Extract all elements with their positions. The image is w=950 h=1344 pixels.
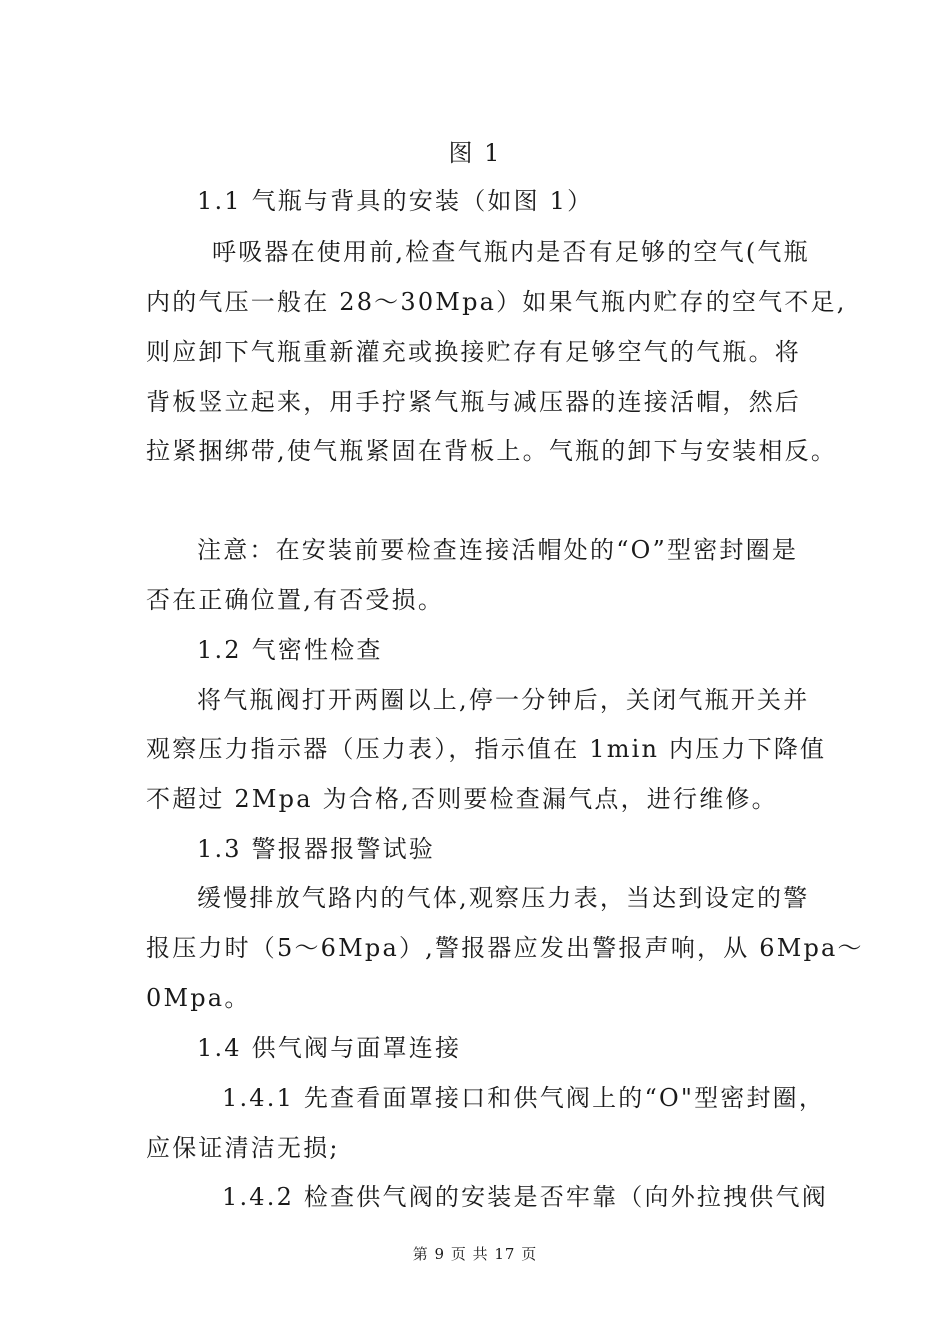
paragraph-line: 不超过 2Mpa 为合格,否则要检查漏气点，进行维修。	[146, 785, 778, 813]
section-1-3-heading: 1.3 警报器报警试验	[197, 835, 435, 863]
section-1-4-heading: 1.4 供气阀与面罩连接	[197, 1034, 462, 1062]
paragraph-line: 背板竖立起来，用手拧紧气瓶与减压器的连接活帽，然后	[146, 388, 801, 416]
paragraph-line: 观察压力指示器（压力表），指示值在 1min 内压力下降值	[146, 735, 827, 763]
page-footer: 第 9 页 共 17 页	[412, 1245, 538, 1263]
item-1-4-2-line: 1.4.2 检查供气阀的安装是否牢靠（向外拉拽供气阀	[222, 1183, 828, 1211]
section-1-1-heading: 1.1 气瓶与背具的安装（如图 1）	[197, 187, 594, 215]
note-line: 注意：在安装前要检查连接活帽处的“O”型密封圈是	[197, 536, 799, 564]
paragraph-line: 将气瓶阀打开两圈以上,停一分钟后，关闭气瓶开关并	[197, 686, 810, 714]
paragraph-line: 内的气压一般在 28～30Mpa）如果气瓶内贮存的空气不足,	[146, 288, 847, 316]
paragraph-line: 缓慢排放气路内的气体,观察压力表，当达到设定的警	[197, 884, 810, 912]
paragraph-line: 报压力时（5～6Mpa）,警报器应发出警报声响，从 6Mpa～	[146, 934, 864, 962]
section-1-2-heading: 1.2 气密性检查	[197, 636, 383, 664]
item-1-4-1-line: 应保证清洁无损;	[146, 1134, 340, 1162]
figure-caption: 图 1	[448, 139, 502, 167]
item-1-4-1-line: 1.4.1 先查看面罩接口和供气阀上的“O"型密封圈，	[222, 1084, 826, 1112]
paragraph-line: 0Mpa。	[146, 984, 251, 1012]
paragraph-line: 则应卸下气瓶重新灌充或换接贮存有足够空气的气瓶。将	[146, 338, 801, 366]
paragraph-line: 拉紧捆绑带,使气瓶紧固在背板上。气瓶的卸下与安装相反。	[146, 437, 838, 465]
paragraph-line: 呼吸器在使用前,检查气瓶内是否有足够的空气(气瓶	[212, 238, 810, 266]
note-line: 否在正确位置,有否受损。	[146, 586, 445, 614]
